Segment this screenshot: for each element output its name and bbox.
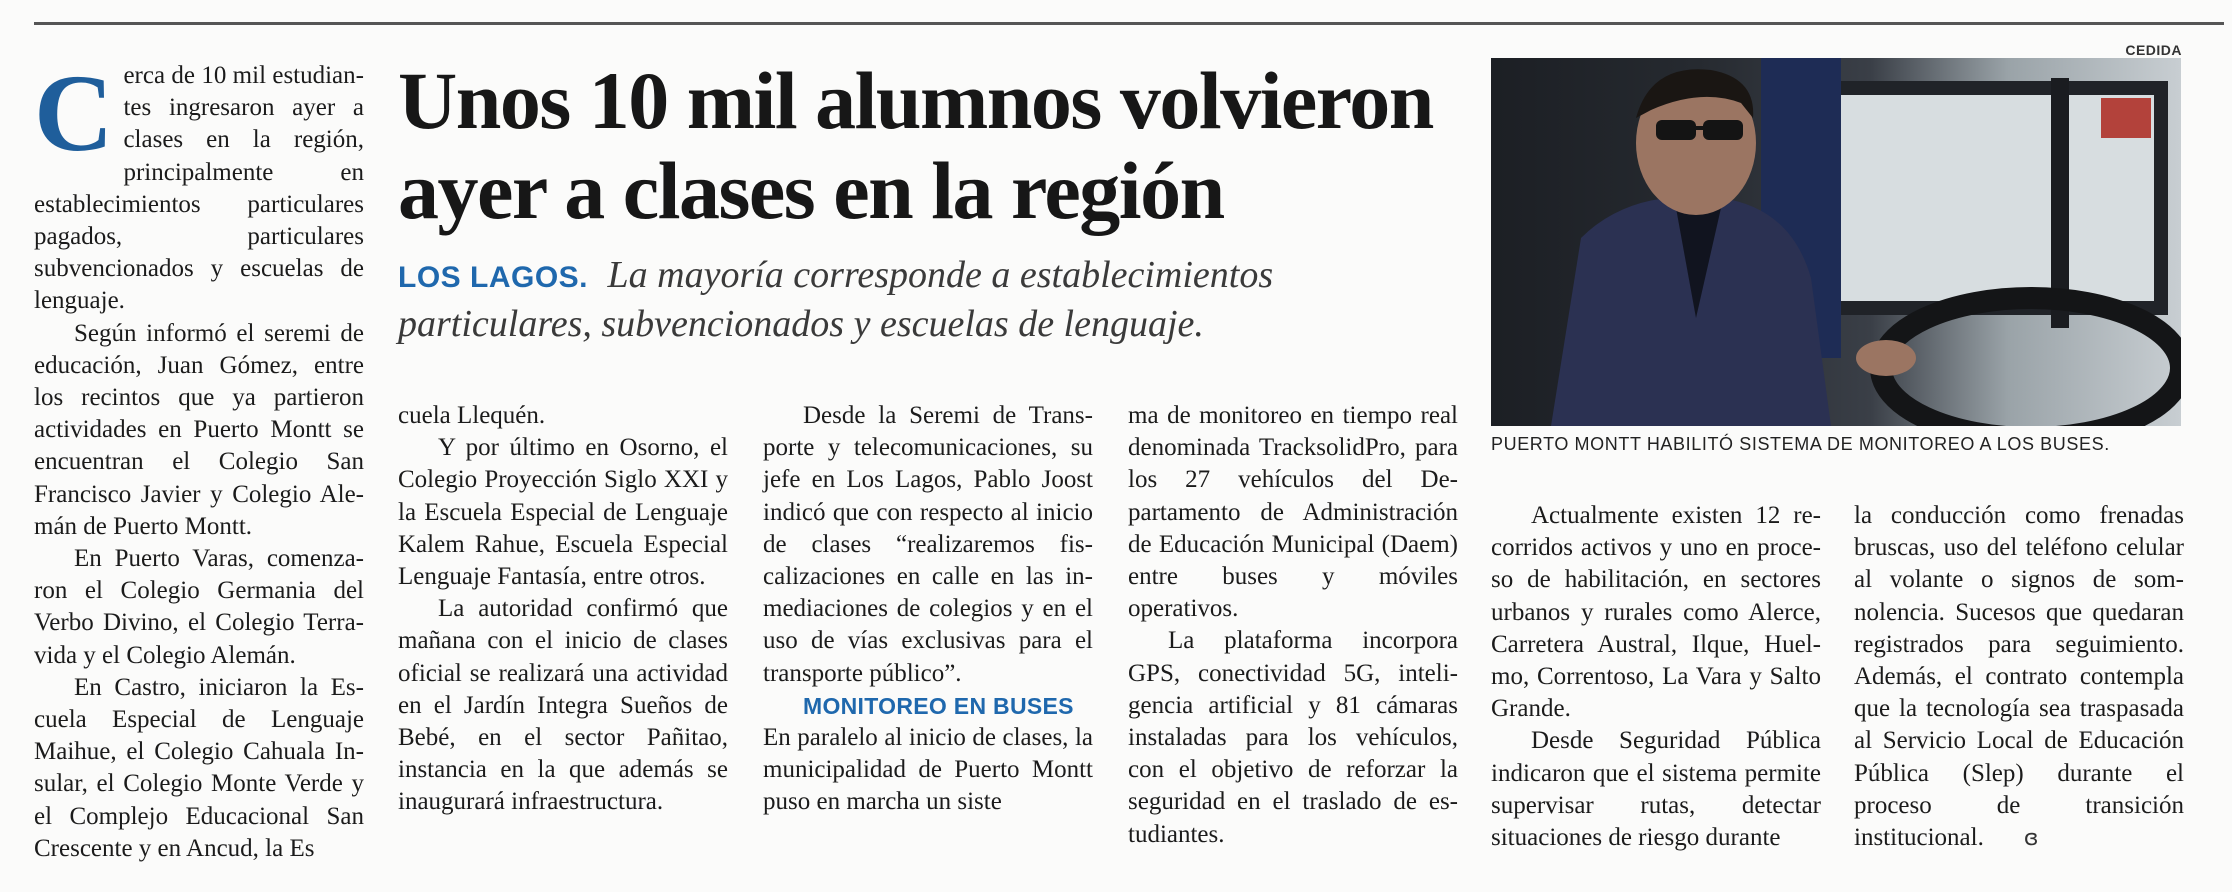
headline bbox=[398, 56, 1458, 236]
deck-kicker: LOS LAGOS. bbox=[398, 261, 589, 294]
paragraph: ma de monitoreo en tiempo real denominada TracksolidPro, para los 27 vehículos del Departamento de Administración de Educación Municipal (Daem) entre buses y móviles operativos. bbox=[1128, 402, 1458, 623]
end-of-article-icon: ɞ bbox=[2023, 826, 2039, 852]
body-column-4 bbox=[1128, 400, 1458, 851]
photo-credit: CEDIDA bbox=[2125, 42, 2182, 58]
subhead: MONITOREO EN BUSES bbox=[803, 692, 1074, 719]
photo-illustration bbox=[1491, 58, 2181, 426]
deck-text: La mayoría corresponde a establecimientos particulares, subvencionados y escuelas de lenguaje. bbox=[398, 254, 1274, 345]
headline-line-1: Unos 10 mil alumnos volvieron bbox=[398, 55, 1433, 146]
headline-line-2: ayer a clases en la región bbox=[398, 145, 1224, 236]
body-column-6 bbox=[1854, 500, 2184, 855]
paragraph: Según informó el seremi de educación, Juan Gómez, entre los recintos que ya partieron actividades en Puerto Montt se encuentran el Colegio San Francisco Javier y Colegio Alemán de Puerto Montt. bbox=[34, 319, 364, 540]
paragraph: Actualmente existen 12 recorridos activos y uno en proceso de habilitación, en sectores urbanos y rurales como Alerce, Carretera Austral, Ilque, Huelmo, Correntoso, La Vara y Salto Grande. bbox=[1491, 502, 1821, 723]
top-rule bbox=[34, 22, 2224, 25]
paragraph: cuela Llequén. bbox=[398, 402, 546, 429]
photo-caption: PUERTO MONTT HABILITÓ SISTEMA DE MONITOREO A LOS BUSES. bbox=[1491, 434, 2110, 454]
body-column-2 bbox=[398, 400, 728, 819]
dropcap: C bbox=[34, 52, 114, 174]
paragraph: En Puerto Varas, comenzaron el Colegio Germania del Verbo Divino, el Colegio Terravida y el Colegio Alemán. bbox=[34, 545, 364, 669]
paragraph: Y por último en Osorno, el Colegio Proyección Siglo XXI y la Escuela Especial de Lenguaje Kalem Rahue, Escuela Especial Lenguaje Fantasía, entre otros. bbox=[398, 434, 728, 591]
bus-driver-photo bbox=[1491, 58, 2181, 426]
body-column-5 bbox=[1491, 500, 1821, 854]
deck bbox=[398, 252, 1458, 347]
paragraph: La autoridad confirmó que mañana con el inicio de clases oficial se realizará una actividad en el Jardín Integra Sueños de Bebé, en el sector Pañitao, instancia en la que además se inaugurará infraestructura. bbox=[398, 595, 728, 816]
paragraph: En Castro, iniciaron la Escuela Especial de Lenguaje Maihue, el Colegio Cahuala Insular, el Colegio Monte Verde y el Complejo Educacional San Crescente y en Ancud, la Es bbox=[34, 673, 364, 862]
paragraph: Desde Seguridad Pública indicaron que el sistema permite supervisar rutas, detectar situaciones de riesgo durante bbox=[1491, 727, 1821, 852]
body-column-1 bbox=[34, 52, 364, 865]
body-column-3 bbox=[763, 400, 1093, 818]
lead-paragraph: Cerca de 10 mil estudiantes ingresaron ayer a clases en la región, principalmente en establecimientos particulares pagados, particulares subvencionados y escuelas de lenguaje. bbox=[34, 52, 364, 315]
paragraph: En paralelo al inicio de clases, la municipalidad de Puerto Montt puso en marcha un siste bbox=[763, 723, 1093, 816]
paragraph: Desde la Seremi de Transporte y telecomunicaciones, su jefe en Los Lagos, Pablo Joost indicó que con respecto al inicio de clases “realizaremos fiscalizaciones en calle en las inmediaciones de colegios y en el uso de vías exclusivas para el transporte público”. bbox=[763, 402, 1093, 687]
paragraph: la conducción como frenadas bruscas, uso del teléfono celular al volante o signos de somnolencia. Sucesos que quedaran registrados para seguimiento. Además, el contrato contempla que la tecnología sea traspasada al Servicio Local de Educación Pública (Slep) durante el proceso de transición institucional. ɞ bbox=[1854, 502, 2184, 852]
paragraph: La plataforma incorpora GPS, conectividad 5G, inteligencia artificial y 81 cámaras instaladas para los vehículos, con el objetivo de reforzar la seguridad en el traslado de estudiantes. bbox=[1128, 627, 1458, 848]
